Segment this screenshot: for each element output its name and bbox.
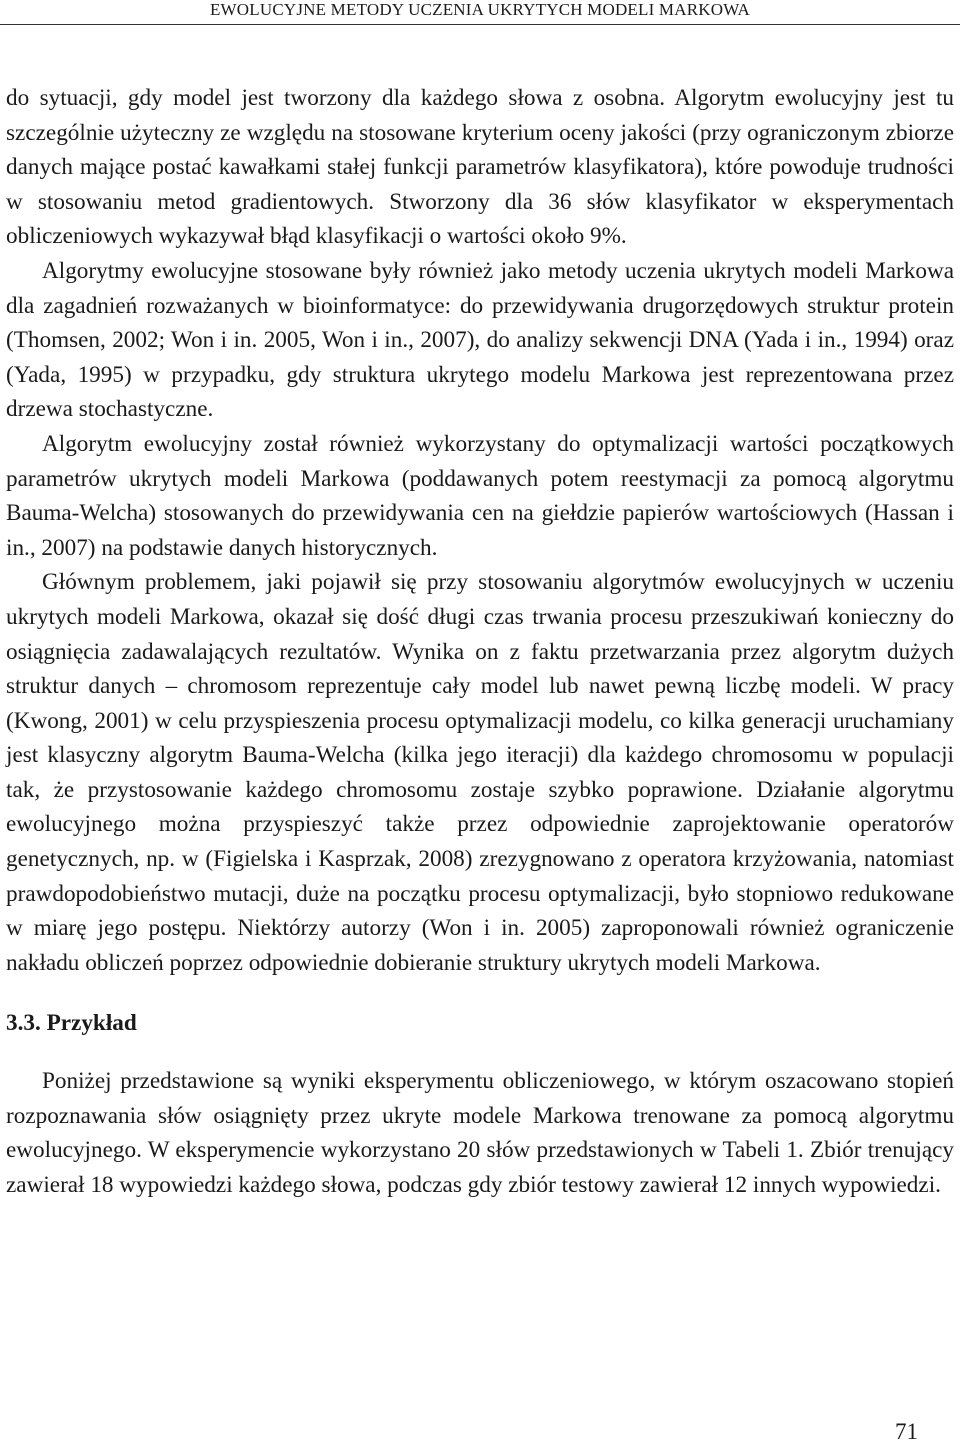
paragraph-1: do sytuacji, gdy model jest tworzony dla każdego słowa z osobna. Algorytm ewolucyjny jest tu szczególnie użyteczny ze względu na stosowane kryterium oceny jakości (przy ograniczonym zbiorze danych mające postać kawałkami stałej funkcji parametrów klasyfikatora), które powoduje trudności w stosowaniu metod gradientowych. Stworzony dla 36 słów klasyfikator w eksperymentach obliczeniowych wykazywał błąd klasyfikacji o wartości około 9%. [6, 85, 954, 250]
body-text [6, 81, 954, 1202]
paragraph-4: Głównym problemem, jaki pojawił się przy stosowaniu algorytmów ewolucyjnych w uczeniu ukrytych modeli Markowa, okazał się dość długi czas trwania procesu przeszukiwań konieczny do osiągnięcia zadawalających rezultatów. Wynika on z faktu przetwarzania przez algorytm dużych struktur danych – chromosom reprezentuje cały model lub nawet pewną liczbę modeli. W pracy (Kwong, 2001) w celu przyspieszenia procesu optymalizacji modelu, co kilka generacji uruchamiany jest klasyczny algorytm Bauma-Welcha (kilka jego iteracji) dla każdego chromosomu w populacji tak, że przystosowanie każdego chromosomu zostaje szybko poprawione. Działanie algorytmu ewolucyjnego można przyspieszyć także przez odpowiednie zaprojektowanie operatorów genetycznych, np. w (Figielska i Kasprzak, 2008) zrezygnowano z operatora krzyżowania, natomiast prawdopodobieństwo mutacji, duże na początku procesu optymalizacji, było stopniowo redukowane w miarę jego postępu. Niektórzy autorzy (Won i in. 2005) zaproponowali również ograniczenie nakładu obliczeń poprzez odpowiednie dobieranie struktury ukrytych modeli Markowa. [6, 569, 954, 976]
page-number: 71 [895, 1419, 918, 1444]
section-paragraph-1: Poniżej przedstawione są wyniki eksperymentu obliczeniowego, w którym oszacowano stopień rozpoznawania słów osiągnięty przez ukryte modele Markowa trenowane za pomocą algorytmu ewolucyjnego. W eksperymencie wykorzystano 20 słów przedstawionych w Tabeli 1. Zbiór trenujący zawierał 18 wypowiedzi każdego słowa, podczas gdy zbiór testowy zawierał 12 innych wypowiedzi. [6, 1068, 954, 1198]
running-title: EWOLUCYJNE METODY UCZENIA UKRYTYCH MODELI MARKOWA [209, 0, 751, 19]
paragraph-2: Algorytmy ewolucyjne stosowane były również jako metody uczenia ukrytych modeli Markowa dla zagadnień rozważanych w bioinformatyce: do przewidywania drugorzędowych struktur protein (Thomsen, 2002; Won i in. 2005, Won i in., 2007), do analizy sekwencji DNA (Yada i in., 1994) oraz (Yada, 1995) w przypadku, gdy struktura ukrytego modelu Markowa jest reprezentowana przez drzewa stochastyczne. [6, 257, 954, 423]
section-heading: 3.3. Przykład [6, 1010, 137, 1037]
header-rule [0, 24, 960, 25]
paragraph-3: Algorytm ewolucyjny został również wykorzystany do optymalizacji wartości początkowych parametrów ukrytych modeli Markowa (poddawanych potem reestymacji za pomocą algorytmu Bauma-Welcha) stosowanych do przewidywania cen na giełdzie papierów wartościowych (Hassan i in., 2007) na podstawie danych historycznych. [6, 430, 954, 561]
